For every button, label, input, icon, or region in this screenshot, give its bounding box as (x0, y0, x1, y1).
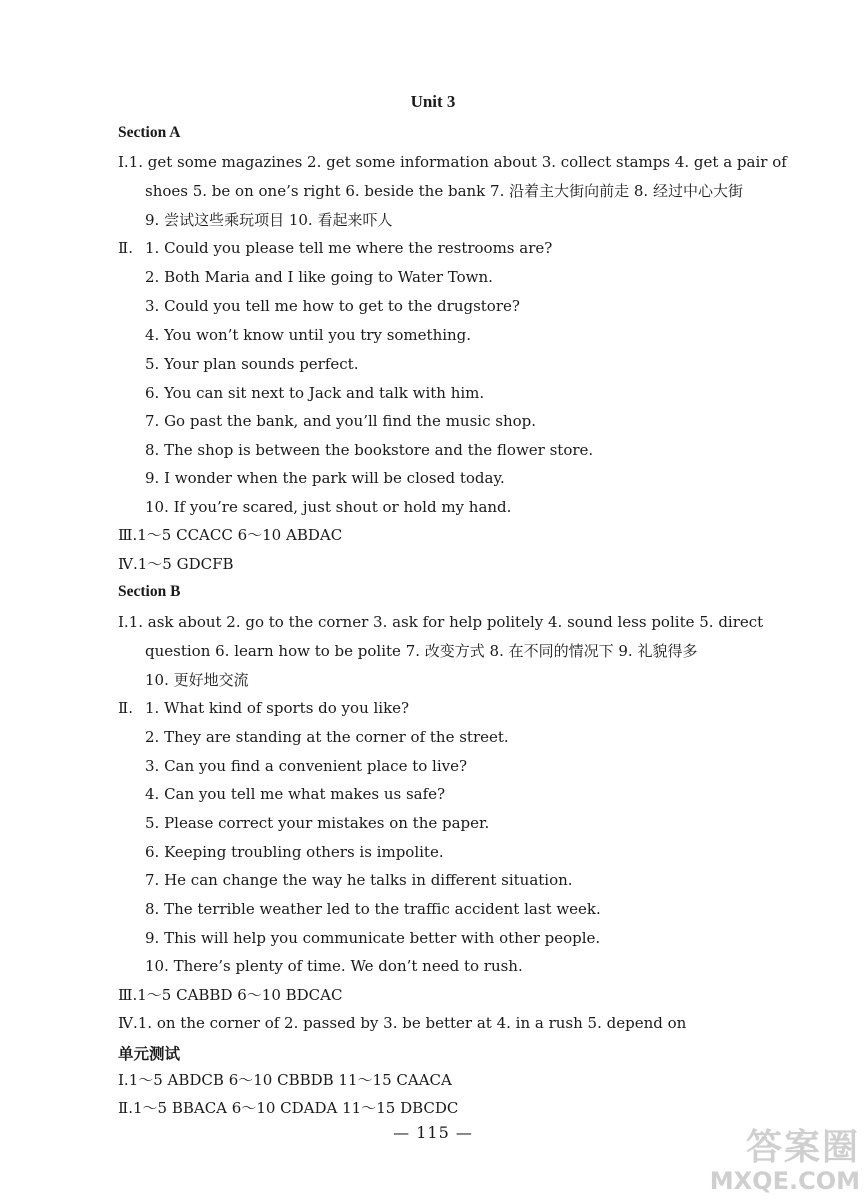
section-a-part2-item: 7. Go past the bank, and you’ll find the music shop. (145, 412, 537, 430)
section-b-part2-item: 5. Please correct your mistakes on the paper. (145, 814, 490, 832)
section-a-part1-line: 9. 尝试这些乘玩项目 10. 看起来吓人 (145, 211, 393, 229)
unit-test-heading: 单元测试 (118, 1046, 181, 1063)
section-b-part3: Ⅲ.1～5 CABBD 6～10 BDCAC (118, 986, 343, 1004)
section-a-part4: Ⅳ.1～5 GDCFB (118, 555, 234, 573)
section-b-part2-item: 9. This will help you communicate better with other people. (145, 929, 601, 947)
unit-test-line: Ⅱ.1～5 BBACA 6～10 CDADA 11～15 DBCDC (118, 1099, 459, 1117)
section-b-part2-item: 4. Can you tell me what makes us safe? (145, 785, 446, 803)
watermark-logo (710, 1128, 860, 1194)
watermark-text: 答案圈 (745, 1127, 860, 1168)
section-b-part2-item: 1. What kind of sports do you like? (145, 699, 410, 717)
section-b-part2-label: Ⅱ. (118, 699, 133, 717)
section-a-part1-line: Ⅰ.1. get some magazines 2. get some information about 3. collect stamps 4. get a pair of (118, 153, 787, 171)
watermark-url: MXQE.COM (709, 1167, 860, 1195)
section-a-part2-item: 5. Your plan sounds perfect. (145, 355, 359, 373)
section-b-part1-line: Ⅰ.1. ask about 2. go to the corner 3. ask for help politely 4. sound less polite 5. direct (118, 613, 764, 631)
section-a-part1-line: shoes 5. be on one’s right 6. beside the bank 7. 沿着主大街向前走 8. 经过中心大街 (145, 182, 743, 200)
unit-title: Unit 3 (410, 92, 456, 111)
section-a-part2-item: 10. If you’re scared, just shout or hold my hand. (145, 498, 512, 516)
section-a-heading: Section A (118, 124, 181, 141)
section-b-heading: Section B (118, 583, 181, 600)
unit-test-line: Ⅰ.1～5 ABDCB 6～10 CBBDB 11～15 CAACA (118, 1071, 452, 1089)
section-b-part2-item: 8. The terrible weather led to the traffic accident last week. (145, 900, 601, 918)
section-b-part2-item: 7. He can change the way he talks in different situation. (145, 871, 573, 889)
section-a-part2-item: 9. I wonder when the park will be closed today. (145, 469, 505, 487)
section-a-part2-label: Ⅱ. (118, 239, 133, 257)
section-a-part2-item: 2. Both Maria and I like going to Water Town. (145, 268, 493, 286)
page-number: — 115 — (393, 1123, 473, 1142)
section-a-part2-item: 8. The shop is between the bookstore and the flower store. (145, 441, 594, 459)
section-a-part3: Ⅲ.1～5 CCACC 6～10 ABDAC (118, 526, 343, 544)
section-b-part2-item: 2. They are standing at the corner of the street. (145, 728, 509, 746)
section-b-part1-line: question 6. learn how to be polite 7. 改变方式 8. 在不同的情况下 9. 礼貌得多 (145, 642, 698, 660)
section-b-part2-item: 6. Keeping troubling others is impolite. (145, 843, 444, 861)
section-b-part4: Ⅳ.1. on the corner of 2. passed by 3. be better at 4. in a rush 5. depend on (118, 1014, 687, 1032)
section-b-part1-line: 10. 更好地交流 (145, 671, 249, 689)
section-b-part2-item: 3. Can you find a convenient place to live? (145, 757, 468, 775)
section-a-part2-item: 4. You won’t know until you try something. (145, 326, 472, 344)
section-a-part2-item: 3. Could you tell me how to get to the drugstore? (145, 297, 520, 315)
section-a-part2-item: 6. You can sit next to Jack and talk with him. (145, 384, 485, 402)
section-a-part2-item: 1. Could you please tell me where the restrooms are? (145, 239, 553, 257)
section-b-part2-item: 10. There’s plenty of time. We don’t need to rush. (145, 957, 523, 975)
